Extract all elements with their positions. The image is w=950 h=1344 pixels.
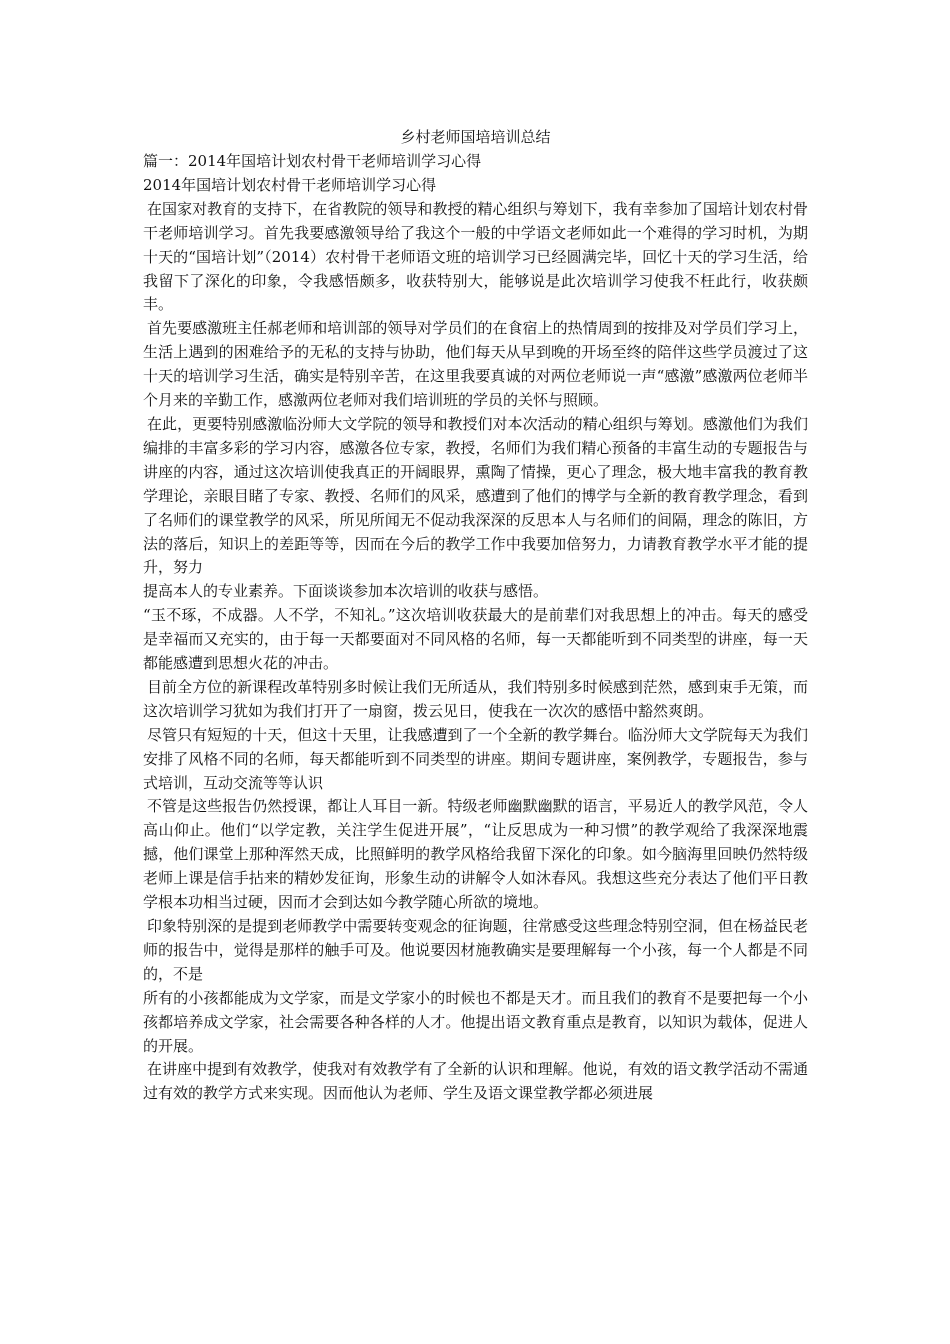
document-title: 乡村老师国培培训总结 [400,128,551,146]
paragraph-text: 在讲座中提到有效教学，使我对有效教学有了全新的认识和理解。他说，有效的语文教学活动不需通过有效的教学方式来实现。因而他认为老师、学生及语文课堂教学都必须进展 [143,1060,808,1103]
paragraph [143,317,808,413]
paragraph [143,676,808,724]
paragraph-text: 首先要感激班主任郝老师和培训部的领导对学员们的在食宿上的热情周到的按排及对学员们学习上，生活上遇到的困难给予的无私的支持与协助，他们每天从早到晚的开场至终的陪伴这些学员渡过了这十天的培训学习生活，确实是特别辛苦，在这里我要真诚的对两位老师说一声“感激”感激两位老师半个月来的辛勤工作，感激两位老师对我们培训班的学员的关怀与照顾。 [143,319,808,410]
document-page [143,124,808,1106]
paragraph [143,580,808,604]
paragraph-text: 在此，更要特别感激临汾师大文学院的领导和教授们对本次活动的精心组织与筹划。感激他们为我们编排的丰富多彩的学习内容，感激各位专家，教授，名师们为我们精心预备的丰富生动的专题报告与讲座的内容，通过这次培训使我真正的开阔眼界，熏陶了情操，更心了理念，极大地丰富我的教育教学理论，亲眼目睹了专家、教授、名师们的风采，感遭到了他们的博学与全新的教育教学理念，看到了名师们的课堂教学的风采，所见所闻无不促动我深深的反思本人与名师们的间隔，理念的陈旧，方法的落后，知识上的差距等等，因而在今后的教学工作中我要加倍努力，力请教育教学水平才能的提升，努力 [143,414,808,577]
paragraph [143,604,808,676]
paragraph-text: 印象特别深的是提到老师教学中需要转变观念的征询题，往常感受这些理念特别空洞，但在杨益民老师的报告中，觉得是那样的触手可及。他说要因材施教确实是要理解每一个小孩，每一个人都是不同的，不是 [143,917,808,983]
paragraph [143,724,808,796]
paragraph [143,987,808,1059]
paragraph [143,198,808,318]
paragraph-text: 所有的小孩都能成为文学家，而是文学家小的时候也不都是天才。而且我们的教育不是要把每一个小孩都培养成文学家，社会需要各种各样的人才。他提出语文教育重点是教育，以知识为载体，促进人的开展。 [143,988,808,1055]
paragraph [143,795,808,915]
paragraph-text: 目前全方位的新课程改革特别多时候让我们无所适从，我们特别多时候感到茫然，感到束手无策，而这次培训学习犹如为我们打开了一扇窗，拨云见日，使我在一次次的感悟中豁然爽朗。 [143,677,808,720]
paragraph-text: “玉不琢，不成器。人不学，不知礼。”这次培训收获最大的是前辈们对我思想上的冲击。每天的感受是幸福而又充实的，由于每一天都要面对不同风格的名师，每一天都能听到不同类型的讲座，每一天都能感遭到思想火花的冲击。 [143,606,808,673]
paragraph-text: 提高本人的专业素养。下面谈谈参加本次培训的收获与感悟。 [143,582,549,601]
paragraph-text: 不管是这些报告仍然授课，都让人耳目一新。特级老师幽默幽默的语言，平易近人的教学风范，令人高山仰止。他们“以学定教，关注学生促进开展”，“让反思成为一种习惯”的教学观给了我深深地震撼，他们课堂上那种浑然天成，比照鲜明的教学风格给我留下深化的印象。如今脑海里回映仍然特级老师上课是信手拈来的精妙发征询，形象生动的讲解令人如沐春风。我想这些充分表达了他们平日教学根本功相当过硬，因而才会到达如今教学随心所欲的境地。 [143,797,808,912]
paragraph-text: 尽管只有短短的十天，但这十天里，让我感遭到了一个全新的教学舞台。临汾师大文学院每天为我们安排了风格不同的名师，每天都能听到不同类型的讲座。期间专题讲座，案例教学，专题报告，参与式培训，互动交流等等认识 [143,725,808,792]
paragraph-text: 在国家对教育的支持下，在省教院的领导和教授的精心组织与筹划下，我有幸参加了国培计划农村骨干老师培训学习。首先我要感激领导给了我这个一般的中学语文老师如此一个难得的学习时机，为期十天的“国培计划”（2014）农村骨干老师语文班的培训学习已经圆满完毕，回忆十天的学习生活，给我留下了深化的印象，令我感悟颇多，收获特别大，能够说是此次培训学习使我不枉此行，收获颇丰。 [143,199,808,314]
paragraph [143,1058,808,1106]
article-heading: 2014年国培计划农村骨干老师培训学习心得 [143,175,437,194]
paragraph [143,915,808,987]
section-heading: 篇一：2014年国培计划农村骨干老师培训学习心得 [143,152,482,170]
paragraph [143,413,808,580]
